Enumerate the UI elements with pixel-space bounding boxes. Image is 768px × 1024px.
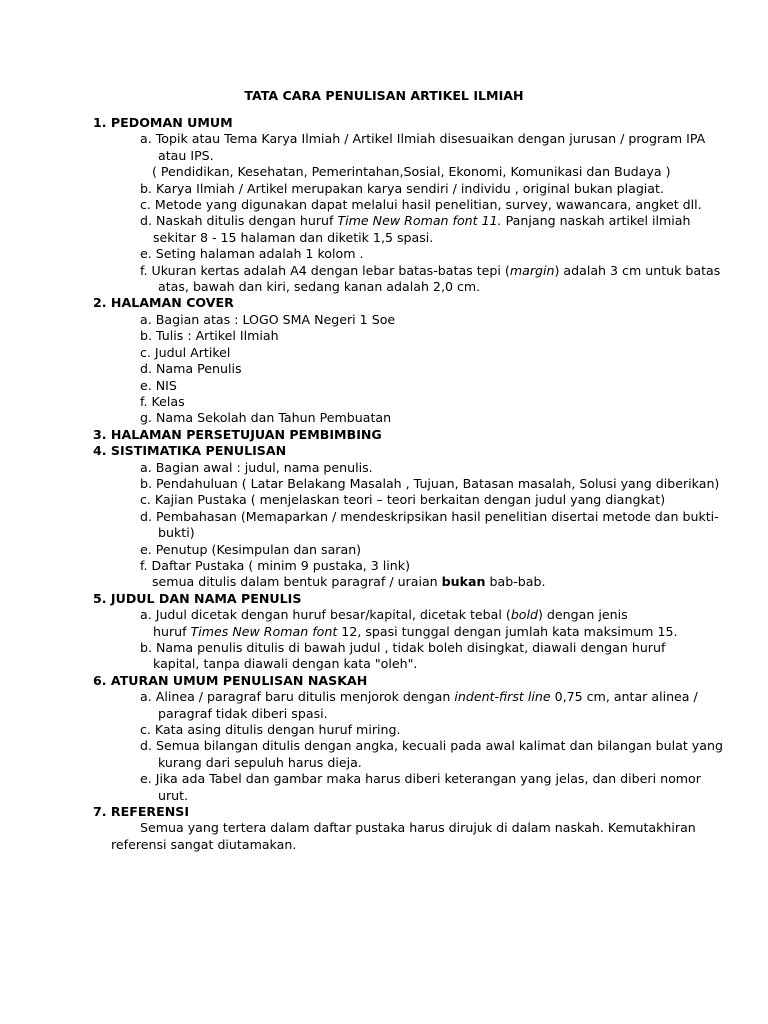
text-run: b. Pendahuluan ( Latar Belakang Masalah , Tujuan, Batasan masalah, Solusi yang diberikan): [140, 475, 720, 491]
text-run: kapital, tanpa diawali dengan kata "oleh".: [153, 656, 418, 672]
text-run: 0,75 cm, antar alinea /: [550, 689, 698, 705]
text-run: a. Bagian awal : judul, nama penulis.: [140, 459, 373, 475]
text-run: ( Pendidikan, Kesehatan, Pemerintahan,Sosial, Ekonomi, Komunikasi dan Budaya ): [152, 164, 671, 180]
list-item: [93, 558, 693, 574]
text-run: margin: [509, 262, 555, 278]
text-run: e. NIS: [140, 377, 177, 393]
text-run: a. Alinea / paragraf baru ditulis menjorok dengan: [140, 689, 455, 705]
text-run: f. Ukuran kertas adalah A4 dengan lebar batas-batas tepi (: [140, 262, 510, 278]
text-run: indent-first line: [454, 689, 551, 705]
list-item: [93, 279, 693, 295]
text-run: bold: [510, 607, 539, 623]
list-item: [93, 312, 693, 328]
text-run: ) dengan jenis: [538, 607, 628, 623]
list-item: [93, 164, 693, 180]
section-heading: 4. SISTIMATIKA PENULISAN: [93, 443, 287, 459]
text-run: f. Daftar Pustaka ( minim 9 pustaka, 3 link): [140, 557, 410, 573]
section-heading: 7. REFERENSI: [93, 804, 190, 820]
list-item: [93, 475, 720, 492]
text-run: b. Nama penulis ditulis di bawah judul , tidak boleh disingkat, diawali dengan huruf: [140, 640, 666, 655]
section-heading: 5. JUDUL DAN NAMA PENULIS: [93, 590, 302, 606]
list-item: [93, 706, 693, 722]
text-run: bab-bab.: [485, 574, 546, 590]
text-run: a. Judul dicetak dengan huruf besar/kapital, dicetak tebal (: [140, 607, 511, 623]
list-item: [93, 460, 693, 476]
text-run: kurang dari sepuluh harus dieja.: [158, 754, 362, 770]
list-item: [93, 624, 693, 640]
text-run: e. Penutup (Kesimpulan dan saran): [140, 541, 362, 557]
list-item: [93, 181, 693, 197]
section-heading: 3. HALAMAN PERSETUJUAN PEMBIMBING: [93, 426, 382, 442]
list-item: [93, 837, 693, 853]
list-item: [93, 640, 693, 656]
list-item: [93, 755, 693, 771]
text-run: d. Nama Penulis: [140, 361, 242, 377]
text-run: Panjang naskah artikel ilmiah: [501, 213, 691, 229]
text-run: b. Karya Ilmiah / Artikel merupakan karya sendiri / individu , original bukan plagiat.: [140, 180, 664, 196]
text-run: e. Jika ada Tabel dan gambar maka harus diberi keterangan yang jelas, dan diberi nomor: [140, 771, 701, 787]
list-item: [93, 508, 719, 525]
text-run: d. Naskah ditulis dengan huruf: [140, 213, 338, 229]
list-item: [93, 607, 693, 623]
document-title: TATA CARA PENULISAN ARTIKEL ILMIAH: [244, 88, 524, 103]
list-item: [93, 230, 693, 246]
text-run: referensi sangat diutamakan.: [111, 836, 297, 852]
text-run: 12, spasi tunggal dengan jumlah kata maksimum 15.: [337, 623, 678, 639]
text-run: Semua yang tertera dalam daftar pustaka harus dirujuk di dalam naskah. Kemutakhiran: [140, 820, 696, 836]
list-item: [93, 656, 693, 672]
text-run: d. Pembahasan (Memaparkan / mendeskripsikan hasil penelitian disertai metode dan bukti-: [140, 508, 719, 524]
list-item: [93, 689, 698, 705]
text-run: e. Seting halaman adalah 1 kolom .: [140, 246, 364, 262]
section-heading: 2. HALAMAN COVER: [93, 295, 234, 311]
list-item: [93, 394, 693, 410]
text-run: b. Tulis : Artikel Ilmiah: [140, 328, 279, 344]
document-body: [93, 115, 723, 853]
list-item: [93, 361, 693, 377]
list-item: [93, 722, 693, 738]
text-run: a. Topik atau Tema Karya Ilmiah / Artikel Ilmiah disesuaikan dengan jurusan / program IPA: [140, 131, 706, 147]
list-item: [93, 574, 693, 590]
list-item: [93, 148, 693, 164]
list-item: [93, 820, 696, 836]
text-run: urut.: [158, 787, 189, 803]
list-item: [93, 788, 693, 804]
text-run: g. Nama Sekolah dan Tahun Pembuatan: [140, 410, 392, 426]
list-item: [93, 328, 693, 344]
text-run: huruf: [153, 623, 191, 639]
list-item: [93, 738, 723, 754]
text-run: atau IPS.: [158, 147, 214, 163]
list-item: [93, 525, 693, 541]
text-run: ) adalah 3 cm untuk batas: [554, 262, 721, 278]
text-run: Times New Roman font: [190, 623, 338, 639]
text-run: Time New Roman font 11.: [337, 213, 502, 229]
text-run: f. Kelas: [140, 393, 185, 409]
list-item: [93, 492, 693, 508]
list-item: [93, 131, 706, 147]
list-item: [93, 410, 693, 426]
text-run: atas, bawah dan kiri, sedang kanan adalah 2,0 cm.: [158, 279, 481, 295]
list-item: [93, 771, 701, 787]
text-run: c. Judul Artikel: [140, 344, 231, 360]
text-run: c. Metode yang digunakan dapat melalui hasil penelitian, survey, wawancara, angket dll.: [140, 197, 702, 213]
list-item: [93, 213, 693, 229]
text-run: bukti): [158, 525, 195, 541]
text-run: sekitar 8 - 15 halaman dan diketik 1,5 spasi.: [153, 229, 434, 245]
list-item: [93, 246, 693, 262]
list-item: [93, 262, 721, 279]
list-item: [93, 378, 693, 394]
text-run: d. Semua bilangan ditulis dengan angka, kecuali pada awal kalimat dan bilangan bulat yang: [140, 738, 723, 754]
text-run: c. Kata asing ditulis dengan huruf miring.: [140, 722, 401, 738]
list-item: [93, 542, 693, 558]
list-item: [93, 345, 693, 361]
section-heading: 6. ATURAN UMUM PENULISAN NASKAH: [93, 672, 368, 688]
text-run: a. Bagian atas : LOGO SMA Negeri 1 Soe: [140, 311, 396, 327]
text-run: c. Kajian Pustaka ( menjelaskan teori – teori berkaitan dengan judul yang diangkat): [140, 492, 666, 508]
list-item: [93, 197, 702, 213]
section-heading: 1. PEDOMAN UMUM: [93, 115, 233, 130]
text-run: semua ditulis dalam bentuk paragraf / uraian: [152, 574, 442, 590]
text-run: bukan: [441, 574, 486, 590]
text-run: paragraf tidak diberi spasi.: [158, 705, 328, 721]
